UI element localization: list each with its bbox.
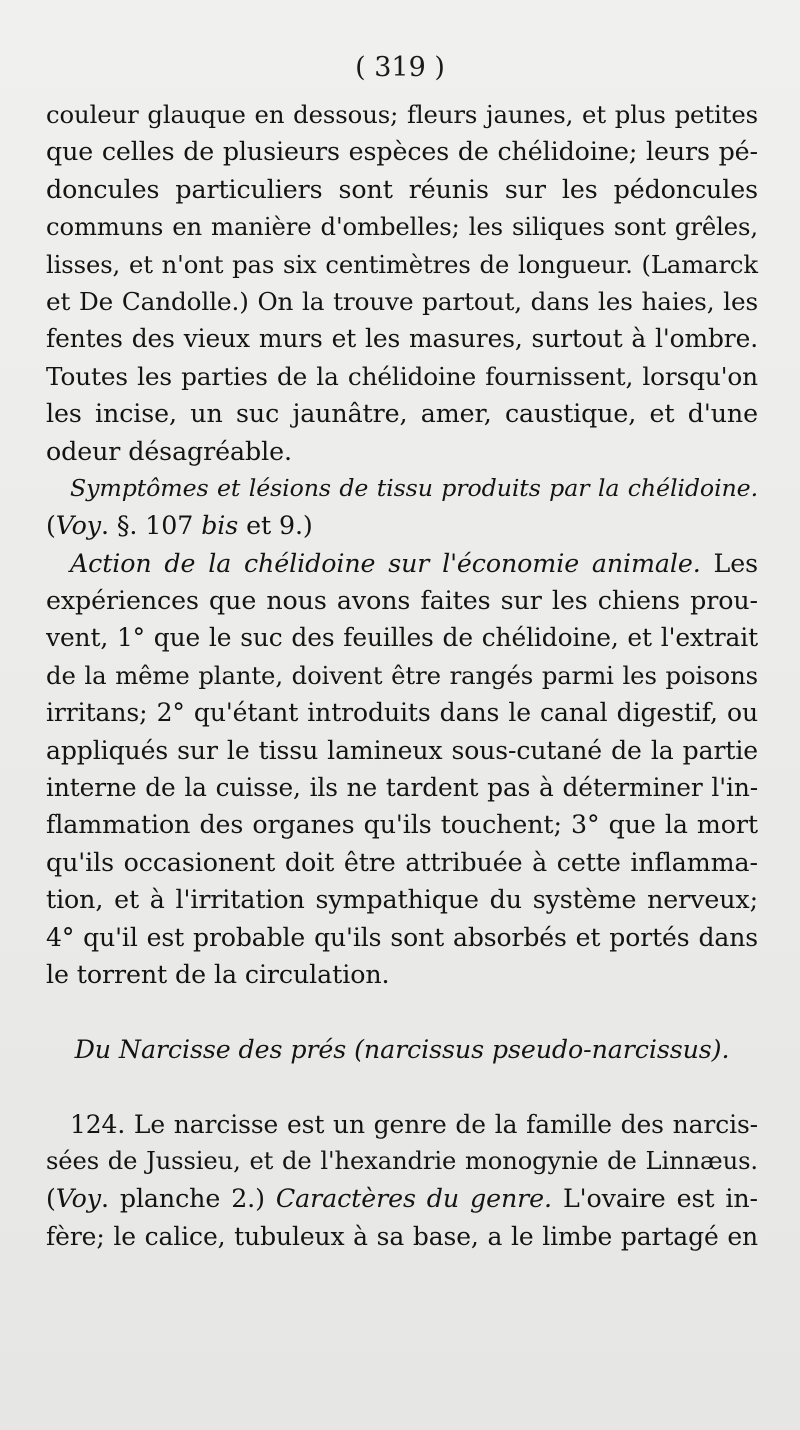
section-title-symptomes: Symptômes et lésions de tissu produits par la chélidoine. [70,473,758,502]
text-line: tion, et à l'irritation sympathique du système nerveux; [46,885,758,915]
text-line: expériences que nous avons faites sur les chiens prou- [46,586,758,616]
text-line: odeur désagréable. [46,436,292,466]
text-line: interne de la cuisse, ils ne tardent pas à déterminer l'in- [46,773,758,803]
text-line: doncules particuliers sont réunis sur les pédoncules [46,174,758,204]
text-line: le torrent de la circulation. [46,959,390,989]
text-line: vent, 1° que le suc des feuilles de chélidoine, et l'extrait [46,623,758,653]
page-number: ( 319 ) [355,52,445,83]
text-line: communs en manière d'ombelles; les siliques sont grêles, [46,212,758,242]
text-line: de la même plante, doivent être rangés parmi les poisons [46,660,758,690]
text-line: qu'ils occasionent doit être attribuée à cette inflamma- [46,847,758,877]
spacer [46,1068,758,1105]
text-line: sées de Jussieu, et de l'hexandrie monogynie de Linnæus. [46,1146,758,1175]
text-line: irritans; 2° qu'étant introduits dans le canal digestif, ou [46,698,758,728]
symptomes-reference: (Voy. §. 107 bis et 9.) [46,511,313,541]
section-heading-narcisse: Du Narcisse des prés (narcissus pseudo-narcissus). [74,1034,730,1064]
action-first-line: Action de la chélidoine sur l'économie animale. Les [70,548,758,578]
text-line: Toutes les parties de la chélidoine fournissent, lorsqu'on [46,361,758,391]
text-line: fère; le calice, tubuleux à sa base, a le limbe partagé en [46,1221,758,1251]
section-title-action: Action de la chélidoine sur l'économie animale. [70,548,701,578]
text-line: lisses, et n'ont pas six centimètres de longueur. (Lamarck [46,249,758,279]
text-line: fentes des vieux murs et les masures, surtout à l'ombre. [46,324,758,354]
text-line: (Voy. planche 2.) Caractères du genre. L'ovaire est in- [46,1184,759,1214]
text-line: appliqués sur le tissu lamineux sous-cutané de la partie [46,735,758,765]
text-line: 4° qu'il est probable qu'ils sont absorbés et portés dans [46,922,758,952]
text-line: flammation des organes qu'ils touchent; 3° que la mort [46,810,758,840]
section-title-caracteres: Caractères du genre. [275,1184,552,1214]
page-text [46,96,758,1255]
text-line: et De Candolle.) On la trouve partout, dans les haies, les [46,286,758,316]
text-line: 124. Le narcisse est un genre de la famille des narcis- [70,1109,758,1139]
text-line: couleur glauque en dessous; fleurs jaunes, et plus petites [46,100,758,129]
text-line: les incise, un suc jaunâtre, amer, caustique, et d'une [46,399,758,429]
text-line: que celles de plusieurs espèces de chélidoine; leurs pé- [46,137,758,167]
spacer [46,993,758,1030]
